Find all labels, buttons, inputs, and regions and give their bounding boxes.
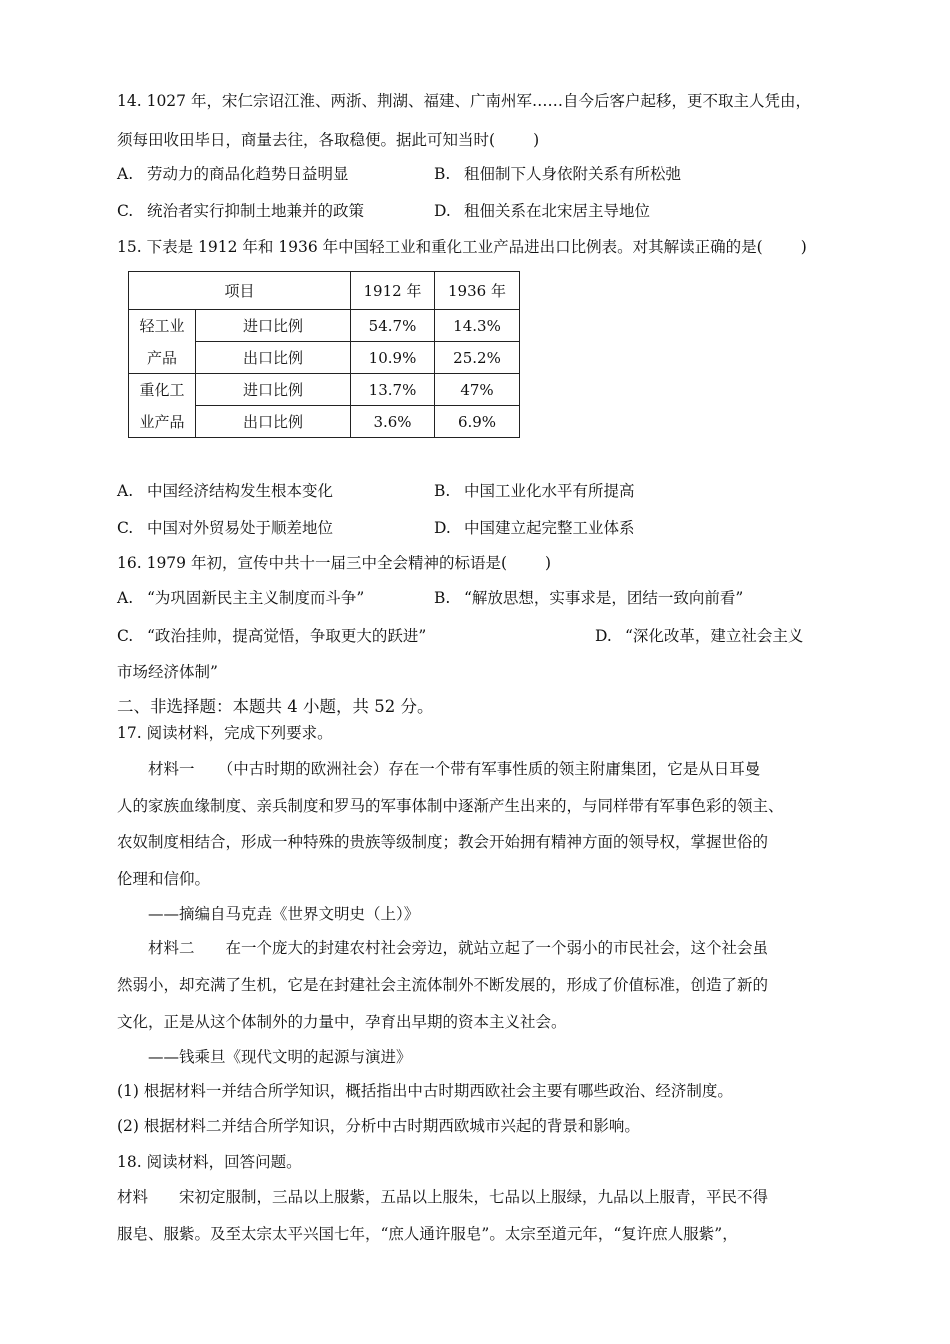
q15-option-a-letter: A. — [117, 482, 134, 500]
table-group-heavy-line2: 业产品 — [139, 412, 185, 431]
q16-stem-close: ) — [545, 554, 552, 572]
q17-material2-source: ——钱乘旦《现代文明的起源与演进》 — [148, 1048, 412, 1066]
q17-material2-line1: 材料二 在一个庞大的封建农村社会旁边，就站立起了一个弱小的市民社会，这个社会虽 — [148, 939, 769, 957]
table-cell-1912: 10.9% — [351, 342, 435, 374]
table-cell-1912: 54.7% — [351, 310, 435, 342]
q15-option-d-text: 中国建立起完整工业体系 — [464, 519, 635, 537]
table-group-light-line1: 轻工业 — [139, 316, 185, 335]
q15-option-d[interactable] — [434, 518, 635, 538]
q17-material1-line4: 伦理和信仰。 — [117, 870, 211, 888]
q15-stem — [117, 237, 807, 257]
q16-stem — [117, 553, 551, 573]
q14-option-c-text: 统治者实行抑制土地兼并的政策 — [147, 202, 365, 220]
q14-option-c[interactable] — [117, 201, 364, 221]
section2-title: 二、非选择题：本题共 4 小题，共 52 分。 — [117, 697, 434, 716]
q14-stem-line2 — [117, 130, 539, 150]
table-row-label: 进口比例 — [196, 310, 351, 342]
q14-option-a-text: 劳动力的商品化趋势日益明显 — [147, 165, 349, 183]
table-cell-1936: 14.3% — [435, 310, 520, 342]
q14-stem-line1: 14. 1027 年，宋仁宗诏江淮、两浙、荆湖、福建、广南州军……自今后客户起移，更不取主人凭由， — [117, 92, 811, 110]
q16-option-b-text: “解放思想，实事求是，团结一致向前看” — [464, 589, 744, 607]
q18-material-line2: 服皂、服紫。及至太宗太平兴国七年，“庶人通许服皂”。太宗至道元年，“复许庶人服紫”， — [117, 1225, 738, 1243]
q14-stem-close: ) — [533, 131, 540, 149]
table-cell-1912: 13.7% — [351, 374, 435, 406]
q14-option-b-letter: B. — [434, 165, 451, 183]
q17-subquestion-1: (1) 根据材料一并结合所学知识，概括指出中古时期西欧社会主要有哪些政治、经济制度。 — [117, 1082, 733, 1100]
table-header-1936: 1936 年 — [435, 272, 520, 310]
table-group-heavy — [129, 374, 196, 438]
table-cell-1936: 47% — [435, 374, 520, 406]
q17-material2-line3: 文化，正是从这个体制外的力量中，孕育出早期的资本主义社会。 — [117, 1013, 567, 1031]
q15-stem-text: 15. 下表是 1912 年和 1936 年中国轻工业和重化工业产品进出口比例表。对其解读正确的是( — [117, 238, 763, 256]
table-group-light-line2: 产品 — [146, 348, 177, 367]
q16-option-b[interactable] — [434, 588, 743, 608]
q14-option-d[interactable] — [434, 201, 650, 221]
q17-stem: 17. 阅读材料，完成下列要求。 — [117, 724, 333, 742]
q16-option-a[interactable] — [117, 588, 364, 608]
q16-option-a-letter: A. — [117, 589, 134, 607]
table-cell-1936: 25.2% — [435, 342, 520, 374]
trade-ratio-table — [128, 271, 520, 438]
q14-option-b-text: 租佃制下人身依附关系有所松弛 — [464, 165, 682, 183]
q15-stem-close: ) — [800, 238, 807, 256]
q17-material1-source: ——摘编自马克垚《世界文明史（上）》 — [148, 905, 420, 923]
q16-option-b-letter: B. — [434, 589, 451, 607]
table-row-label: 出口比例 — [196, 342, 351, 374]
q15-option-a-text: 中国经济结构发生根本变化 — [147, 482, 334, 500]
table-group-light — [129, 310, 196, 374]
q14-option-b[interactable] — [434, 164, 681, 184]
q16-option-c-letter: C. — [117, 627, 134, 645]
q15-option-c-text: 中国对外贸易处于顺差地位 — [147, 519, 334, 537]
q14-option-a[interactable] — [117, 164, 349, 184]
q17-material2-line2: 然弱小，却充满了生机，它是在封建社会主流体制外不断发展的，形成了价值标准，创造了新的 — [117, 976, 769, 994]
q18-stem: 18. 阅读材料，回答问题。 — [117, 1153, 302, 1171]
q14-option-a-letter: A. — [117, 165, 134, 183]
q15-option-b-text: 中国工业化水平有所提高 — [464, 482, 635, 500]
q14-stem-text: 须每田收田毕日，商量去往，各取稳便。据此可知当时( — [117, 131, 496, 149]
q17-subquestion-2: (2) 根据材料二并结合所学知识，分析中古时期西欧城市兴起的背景和影响。 — [117, 1117, 640, 1135]
q16-option-c-text: “政治挂帅，提高觉悟，争取更大的跃进” — [147, 627, 427, 645]
q17-material1-line1: 材料一 （中古时期的欧洲社会）存在一个带有军事性质的领主附庸集团，它是从日耳曼 — [148, 760, 761, 778]
table-header-row — [129, 272, 520, 310]
table-cell-1936: 6.9% — [435, 406, 520, 438]
q17-material1-line3: 农奴制度相结合，形成一种特殊的贵族等级制度；教会开始拥有精神方面的领导权，掌握世俗的 — [117, 833, 769, 851]
q16-option-c[interactable] — [117, 626, 426, 646]
table-header-item: 项目 — [129, 272, 351, 310]
q15-option-c[interactable] — [117, 518, 333, 538]
q14-option-d-letter: D. — [434, 202, 451, 220]
q15-option-d-letter: D. — [434, 519, 451, 537]
q16-option-d-continuation: 市场经济体制” — [117, 663, 218, 681]
q16-option-d-letter: D. — [595, 627, 612, 645]
q16-option-d[interactable] — [595, 626, 803, 646]
table-row-label: 出口比例 — [196, 406, 351, 438]
q14-option-d-text: 租佃关系在北宋居主导地位 — [464, 202, 651, 220]
q15-option-b[interactable] — [434, 481, 635, 501]
table-cell-1912: 3.6% — [351, 406, 435, 438]
table-row — [129, 310, 520, 342]
table-header-1912: 1912 年 — [351, 272, 435, 310]
table-row — [129, 374, 520, 406]
q15-option-a[interactable] — [117, 481, 333, 501]
q16-stem-text: 16. 1979 年初，宣传中共十一届三中全会精神的标语是( — [117, 554, 507, 572]
table-row-label: 进口比例 — [196, 374, 351, 406]
q15-option-c-letter: C. — [117, 519, 134, 537]
table-group-heavy-line1: 重化工 — [139, 380, 185, 399]
q14-option-c-letter: C. — [117, 202, 134, 220]
q16-option-d-text: “深化改革，建立社会主义 — [625, 627, 804, 645]
q15-option-b-letter: B. — [434, 482, 451, 500]
q18-material-line1: 材料 宋初定服制，三品以上服紫，五品以上服朱，七品以上服绿，九品以上服青，平民不得 — [117, 1188, 769, 1206]
q16-option-a-text: “为巩固新民主主义制度而斗争” — [147, 589, 365, 607]
q17-material1-line2: 人的家族血缘制度、亲兵制度和罗马的军事体制中逐渐产生出来的，与同样带有军事色彩的领主、 — [117, 797, 784, 815]
